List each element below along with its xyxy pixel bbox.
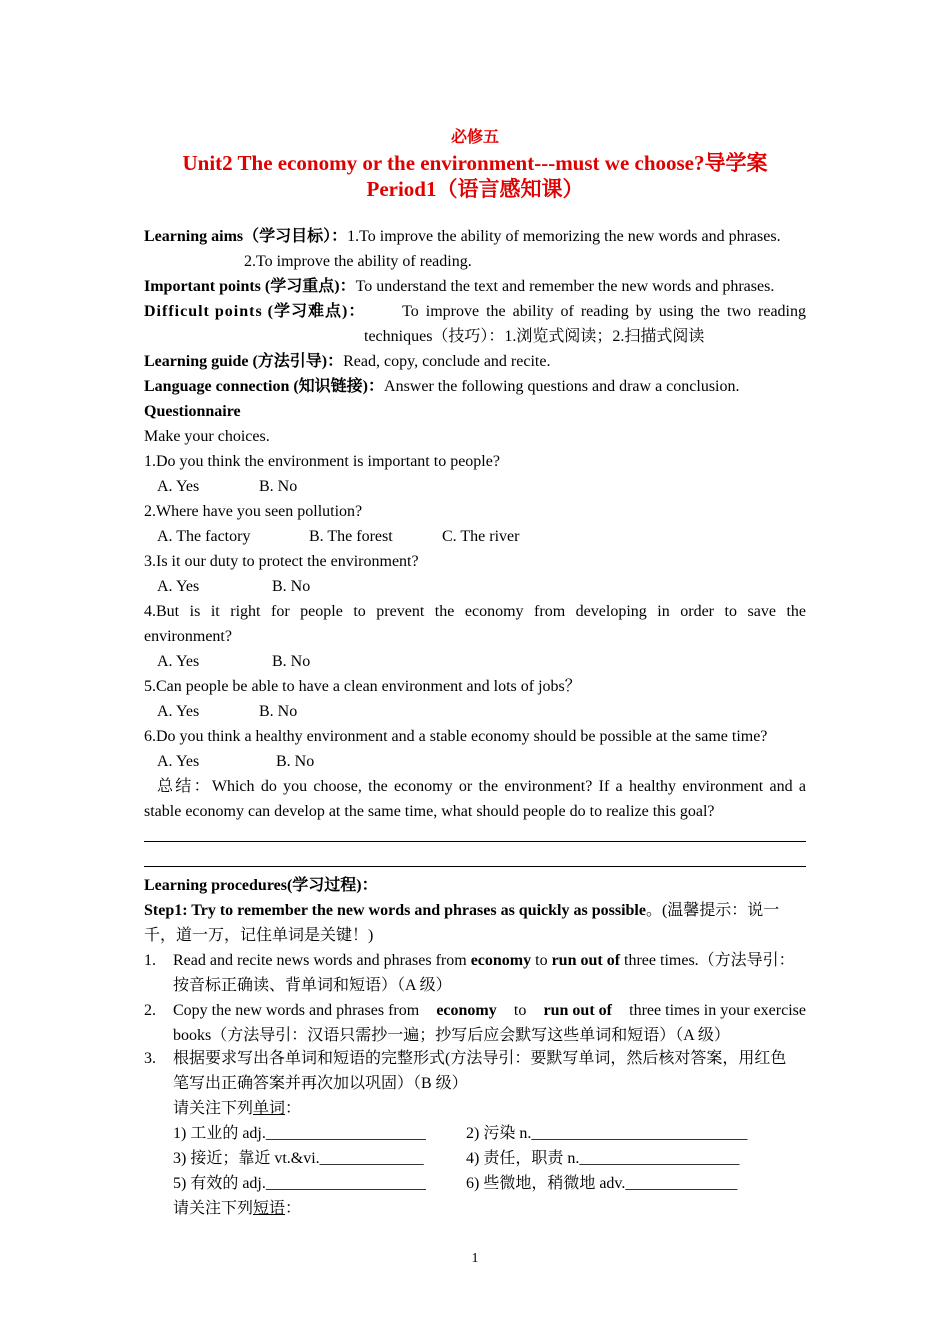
summary-line-2: stable economy can develop at the same time, what should people do to realize this goal?	[144, 803, 715, 820]
question-3: 3.Is it our duty to protect the environment?	[144, 553, 419, 570]
period-title: Period1（语言感知课）	[366, 177, 584, 201]
phrases-heading-suffix: ：	[285, 1200, 302, 1217]
course-label: 必修五	[450, 129, 499, 146]
question-2-option-c[interactable]: C. The river	[442, 528, 520, 545]
words-heading	[173, 1099, 301, 1119]
item-1-line-2: 按音标正确读、背单词和短语）（A 级）	[173, 977, 452, 994]
item-2-text-a: Copy the new words and phrases from	[173, 1002, 420, 1019]
item-2-text-e: three times in your exercise	[629, 1002, 806, 1019]
learning-guide-line	[144, 352, 550, 372]
word-item-4[interactable]: 4) 责任，职责 n.____________________	[466, 1150, 740, 1167]
learning-aims-text-2: 2.To improve the ability of reading.	[244, 253, 472, 270]
item-2-text-c: to	[513, 1002, 527, 1019]
question-3-option-a[interactable]: A. Yes	[157, 578, 200, 595]
question-2-option-b[interactable]: B. The forest	[309, 528, 393, 545]
words-heading-underlined: 单词	[253, 1100, 286, 1117]
difficult-points-line	[144, 302, 806, 322]
question-4-line-1: 4.But is it right for people to prevent the economy from developing in order to save the	[144, 603, 806, 620]
question-1-option-a[interactable]: A. Yes	[157, 478, 200, 495]
words-heading-suffix: ：	[285, 1100, 302, 1117]
language-connection-line	[144, 377, 740, 397]
learning-aims-label: Learning aims（学习目标）：	[144, 228, 348, 245]
important-points-text: To understand the text and remember the new words and phrases.	[355, 278, 775, 295]
questionnaire-intro: Make your choices.	[144, 428, 270, 445]
item-2-line-1	[173, 1001, 806, 1021]
question-5-option-b[interactable]: B. No	[259, 703, 298, 720]
item-3-number: 3.	[144, 1050, 156, 1067]
learning-aims-text-1: 1.To improve the ability of memorizing the new words and phrases.	[347, 228, 781, 245]
difficult-points-text-2: techniques（技巧）：1.浏览式阅读；2.扫描式阅读	[364, 328, 705, 345]
summary-line-1: 总结：Which do you choose, the economy or the environment? If a healthy environment and a	[157, 778, 806, 795]
learning-aims-line	[144, 227, 781, 247]
answer-blank-line-2[interactable]	[144, 866, 806, 867]
step1-line-2: 千，道一万，记住单词是关键！)	[144, 927, 374, 944]
document-title: Unit2 The economy or the environment---must we choose?导学案	[182, 151, 768, 175]
question-6: 6.Do you think a healthy environment and a stable economy should be possible at the same time?	[144, 728, 768, 745]
word-item-1[interactable]: 1) 工业的 adj.____________________	[173, 1125, 426, 1142]
learning-guide-text: Read, copy, conclude and recite.	[343, 353, 551, 370]
item-1-line-1	[173, 951, 795, 971]
words-heading-prefix: 请关注下列	[173, 1100, 254, 1117]
word-item-6[interactable]: 6) 些微地，稍微地 adv.______________	[466, 1175, 738, 1192]
learning-guide-label: Learning guide (方法引导)：	[144, 353, 344, 370]
item-1-economy: economy	[470, 952, 532, 969]
item-3-line-2: 笔写出正确答案并再次加以巩固）（B 级）	[173, 1075, 468, 1092]
question-4-option-a[interactable]: A. Yes	[157, 653, 200, 670]
learning-procedures-heading: Learning procedures(学习过程)：	[144, 877, 378, 894]
questionnaire-heading: Questionnaire	[144, 403, 241, 420]
question-3-option-b[interactable]: B. No	[272, 578, 311, 595]
item-2-economy: economy	[436, 1002, 497, 1019]
step1-heading: Step1: Try to remember the new words and phrases as quickly as possible	[144, 902, 646, 919]
item-1-run-out-of: run out of	[551, 952, 621, 969]
item-1-number: 1.	[144, 952, 156, 969]
difficult-points-label: Difficult points (学习难点)：	[144, 303, 366, 320]
language-connection-label: Language connection (知识链接)：	[144, 378, 385, 395]
question-2-option-a[interactable]: A. The factory	[157, 528, 251, 545]
step1-line-1	[144, 901, 779, 921]
question-6-option-a[interactable]: A. Yes	[157, 753, 200, 770]
step1-tip: 。(温馨提示：说一	[645, 902, 780, 919]
item-1-text-c: to	[531, 952, 552, 969]
phrases-heading-underlined: 短语	[253, 1200, 286, 1217]
item-1-text-e: three times.（方法导引：	[620, 952, 795, 969]
question-4-line-2: environment?	[144, 628, 232, 645]
language-connection-text: Answer the following questions and draw a conclusion.	[384, 378, 740, 395]
question-5: 5.Can people be able to have a clean environment and lots of jobs？	[144, 678, 581, 695]
difficult-points-text-1: To improve the ability of reading by using the two reading	[402, 303, 806, 320]
item-2-line-2: books（方法导引：汉语只需抄一遍；抄写后应会默写这些单词和短语）（A 级）	[173, 1027, 730, 1044]
word-item-2[interactable]: 2) 污染 n.___________________________	[466, 1125, 748, 1142]
question-1-option-b[interactable]: B. No	[259, 478, 298, 495]
question-2: 2.Where have you seen pollution?	[144, 503, 363, 520]
question-5-option-a[interactable]: A. Yes	[157, 703, 200, 720]
item-2-run-out-of: run out of	[543, 1002, 612, 1019]
important-points-line	[144, 277, 774, 297]
word-item-3[interactable]: 3) 接近；靠近 vt.&vi._____________	[173, 1150, 424, 1167]
item-2-number: 2.	[144, 1002, 156, 1019]
item-3-line-1: 根据要求写出各单词和短语的完整形式(方法导引：要默写单词，然后核对答案，用红色	[173, 1050, 787, 1067]
question-6-option-b[interactable]: B. No	[276, 753, 315, 770]
question-4-option-b[interactable]: B. No	[272, 653, 311, 670]
answer-blank-line-1[interactable]	[144, 841, 806, 842]
phrases-heading	[173, 1199, 301, 1219]
page-number: 1	[471, 1251, 479, 1266]
item-1-text-a: Read and recite news words and phrases from	[173, 952, 471, 969]
word-item-5[interactable]: 5) 有效的 adj.____________________	[173, 1175, 426, 1192]
question-1: 1.Do you think the environment is important to people?	[144, 453, 500, 470]
important-points-label: Important points (学习重点)：	[144, 278, 356, 295]
phrases-heading-prefix: 请关注下列	[173, 1200, 254, 1217]
